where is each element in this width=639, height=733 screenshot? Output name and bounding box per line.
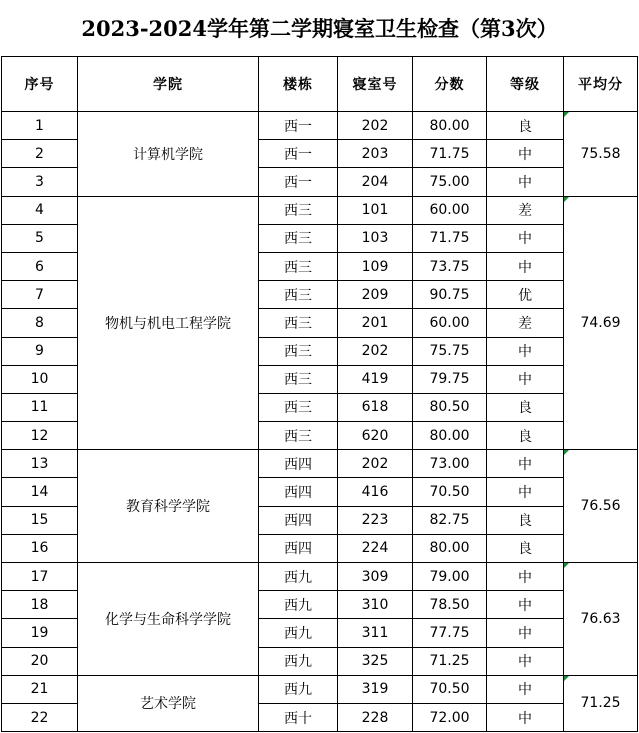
cell-score: 75.75 (413, 337, 487, 365)
cell-index: 17 (2, 563, 78, 591)
inspection-table (1, 56, 638, 732)
cell-score: 80.00 (413, 112, 487, 140)
cell-score: 73.00 (413, 450, 487, 478)
cell-room: 325 (338, 647, 413, 675)
cell-average (564, 450, 638, 563)
cell-grade: 中 (487, 591, 564, 619)
cell-building: 西三 (259, 365, 338, 393)
average-value: 71.25 (580, 695, 621, 712)
average-value: 75.58 (580, 145, 621, 162)
cell-score: 73.75 (413, 252, 487, 280)
cell-building: 西三 (259, 252, 338, 280)
cell-index: 12 (2, 422, 78, 450)
cell-building: 西三 (259, 309, 338, 337)
cell-room: 419 (338, 365, 413, 393)
cell-building: 西四 (259, 506, 338, 534)
cell-building: 西九 (259, 619, 338, 647)
cell-index: 3 (2, 168, 78, 196)
cell-index: 4 (2, 196, 78, 224)
cell-room: 223 (338, 506, 413, 534)
cell-score: 90.75 (413, 281, 487, 309)
cell-index: 19 (2, 619, 78, 647)
cell-score: 70.50 (413, 478, 487, 506)
cell-score: 80.50 (413, 393, 487, 421)
cell-building: 西一 (259, 168, 338, 196)
header-score: 分数 (413, 57, 487, 112)
cell-score: 71.25 (413, 647, 487, 675)
cell-index: 22 (2, 703, 78, 731)
cell-index: 20 (2, 647, 78, 675)
cell-building: 西三 (259, 393, 338, 421)
formula-flag-icon (564, 676, 569, 681)
cell-building: 西三 (259, 422, 338, 450)
cell-score: 82.75 (413, 506, 487, 534)
table-row (2, 196, 638, 224)
cell-grade: 差 (487, 196, 564, 224)
cell-room: 202 (338, 112, 413, 140)
cell-building: 西九 (259, 563, 338, 591)
cell-room: 203 (338, 140, 413, 168)
cell-grade: 中 (487, 647, 564, 675)
cell-score: 71.75 (413, 224, 487, 252)
cell-grade: 优 (487, 281, 564, 309)
cell-room: 416 (338, 478, 413, 506)
cell-building: 西十 (259, 703, 338, 731)
header-building: 楼栋 (259, 57, 338, 112)
table-row (2, 675, 638, 703)
cell-index: 15 (2, 506, 78, 534)
cell-index: 14 (2, 478, 78, 506)
cell-index: 2 (2, 140, 78, 168)
cell-room: 103 (338, 224, 413, 252)
cell-room: 101 (338, 196, 413, 224)
cell-college: 教育科学学院 (78, 450, 259, 563)
cell-index: 16 (2, 534, 78, 562)
header-average: 平均分 (564, 57, 638, 112)
cell-room: 209 (338, 281, 413, 309)
cell-grade: 中 (487, 168, 564, 196)
cell-grade: 中 (487, 365, 564, 393)
cell-grade: 良 (487, 112, 564, 140)
cell-score: 77.75 (413, 619, 487, 647)
cell-index: 18 (2, 591, 78, 619)
cell-grade: 中 (487, 337, 564, 365)
formula-flag-icon (564, 197, 569, 202)
cell-building: 西三 (259, 196, 338, 224)
formula-flag-icon (564, 450, 569, 455)
formula-flag-icon (564, 112, 569, 117)
cell-grade: 中 (487, 450, 564, 478)
average-value: 76.63 (580, 610, 621, 627)
cell-room: 309 (338, 563, 413, 591)
cell-building: 西九 (259, 675, 338, 703)
cell-room: 202 (338, 337, 413, 365)
cell-room: 201 (338, 309, 413, 337)
cell-index: 6 (2, 252, 78, 280)
cell-grade: 中 (487, 703, 564, 731)
cell-college: 计算机学院 (78, 112, 259, 197)
formula-flag-icon (564, 563, 569, 568)
cell-index: 5 (2, 224, 78, 252)
cell-score: 71.75 (413, 140, 487, 168)
cell-score: 75.00 (413, 168, 487, 196)
table-row (2, 450, 638, 478)
cell-room: 311 (338, 619, 413, 647)
cell-building: 西三 (259, 224, 338, 252)
cell-room: 319 (338, 675, 413, 703)
average-value: 74.69 (580, 314, 621, 331)
cell-average (564, 196, 638, 450)
cell-building: 西四 (259, 534, 338, 562)
cell-room: 228 (338, 703, 413, 731)
cell-score: 80.00 (413, 534, 487, 562)
cell-score: 70.50 (413, 675, 487, 703)
cell-index: 11 (2, 393, 78, 421)
cell-room: 618 (338, 393, 413, 421)
cell-grade: 中 (487, 140, 564, 168)
cell-score: 79.75 (413, 365, 487, 393)
cell-index: 8 (2, 309, 78, 337)
cell-score: 72.00 (413, 703, 487, 731)
cell-grade: 中 (487, 224, 564, 252)
header-room: 寝室号 (338, 57, 413, 112)
cell-grade: 中 (487, 252, 564, 280)
cell-score: 60.00 (413, 309, 487, 337)
cell-grade: 中 (487, 478, 564, 506)
header-grade: 等级 (487, 57, 564, 112)
table-body (2, 112, 638, 732)
header-college: 学院 (78, 57, 259, 112)
cell-index: 10 (2, 365, 78, 393)
cell-index: 1 (2, 112, 78, 140)
cell-building: 西一 (259, 140, 338, 168)
cell-room: 109 (338, 252, 413, 280)
cell-index: 21 (2, 675, 78, 703)
cell-index: 7 (2, 281, 78, 309)
cell-building: 西九 (259, 647, 338, 675)
cell-grade: 中 (487, 619, 564, 647)
cell-grade: 中 (487, 563, 564, 591)
cell-grade: 差 (487, 309, 564, 337)
cell-room: 620 (338, 422, 413, 450)
header-index: 序号 (2, 57, 78, 112)
cell-building: 西三 (259, 337, 338, 365)
cell-average (564, 112, 638, 197)
cell-index: 13 (2, 450, 78, 478)
cell-score: 80.00 (413, 422, 487, 450)
sheet-title: 2023-2024学年第二学期寝室卫生检查（第3次） (81, 16, 558, 41)
cell-average (564, 563, 638, 676)
cell-average (564, 675, 638, 731)
cell-grade: 中 (487, 675, 564, 703)
cell-building: 西四 (259, 450, 338, 478)
cell-grade: 良 (487, 393, 564, 421)
average-value: 76.56 (580, 498, 621, 515)
cell-score: 60.00 (413, 196, 487, 224)
cell-college: 物机与机电工程学院 (78, 196, 259, 450)
cell-grade: 良 (487, 422, 564, 450)
cell-grade: 良 (487, 534, 564, 562)
cell-room: 202 (338, 450, 413, 478)
cell-room: 224 (338, 534, 413, 562)
cell-grade: 良 (487, 506, 564, 534)
table-row (2, 563, 638, 591)
cell-index: 9 (2, 337, 78, 365)
cell-room: 204 (338, 168, 413, 196)
cell-building: 西三 (259, 281, 338, 309)
table-row (2, 112, 638, 140)
cell-building: 西一 (259, 112, 338, 140)
header-row (2, 57, 638, 112)
cell-score: 79.00 (413, 563, 487, 591)
cell-building: 西九 (259, 591, 338, 619)
cell-score: 78.50 (413, 591, 487, 619)
cell-college: 化学与生命科学学院 (78, 563, 259, 676)
cell-building: 西四 (259, 478, 338, 506)
cell-room: 310 (338, 591, 413, 619)
cell-college: 艺术学院 (78, 675, 259, 731)
